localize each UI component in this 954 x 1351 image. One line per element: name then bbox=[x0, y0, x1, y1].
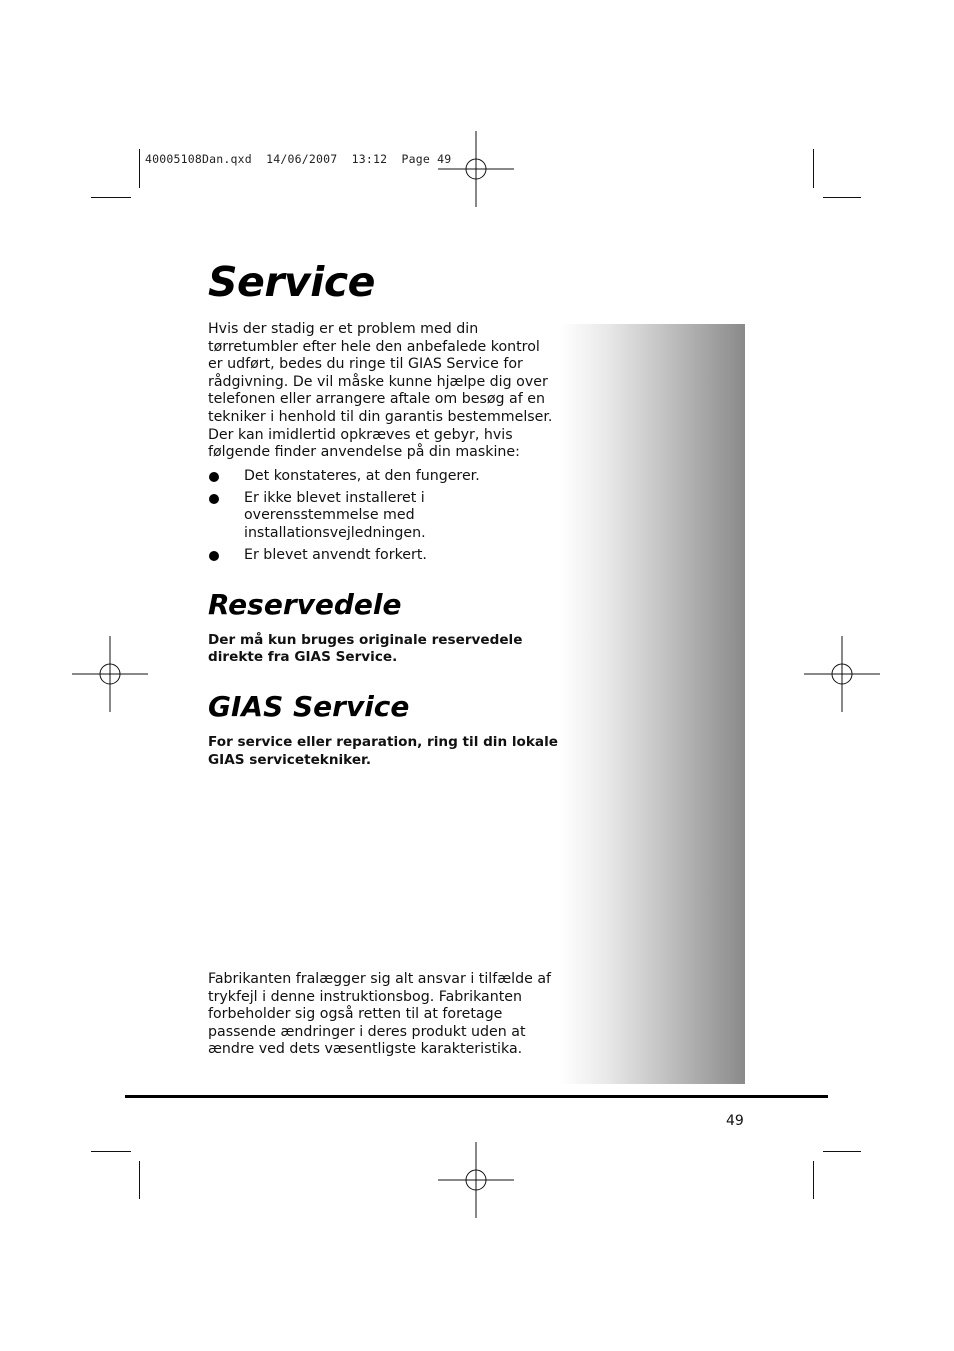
gias-service-text: For service eller reparation, ring til din lokale GIAS servicetekniker. bbox=[208, 733, 558, 768]
crop-mark bbox=[813, 149, 814, 188]
list-item-text: Er ikke blevet installeret i overensstemmelse med installationsvejledningen. bbox=[244, 489, 426, 542]
registration-mark-icon bbox=[804, 636, 880, 712]
list-item-text: Det konstateres, at den fungerer. bbox=[244, 467, 480, 484]
registration-mark-icon bbox=[438, 131, 514, 207]
registration-mark-icon bbox=[72, 636, 148, 712]
bullet-icon bbox=[209, 494, 219, 504]
crop-mark bbox=[91, 1151, 131, 1152]
crop-mark bbox=[823, 1151, 861, 1152]
intro-paragraph: Hvis der stadig er et problem med din tørretumbler efter hele den anbefalede kontrol er udført, bedes du ringe til GIAS Service for rådgivning. De vil måske kunne hjælpe dig over telefonen eller arrangere aftale om besøg af en tekniker i henhold til din garantis bestemmelser. Der kan imidlertid opkræves et gebyr, hvis følgende finder anvendelse på din maskine: bbox=[208, 321, 553, 461]
crop-mark bbox=[813, 1161, 814, 1199]
page-title: Service bbox=[208, 258, 375, 306]
print-slug: 40005108Dan.qxd 14/06/2007 13:12 Page 49 bbox=[145, 152, 452, 166]
reservedele-text: Der må kun bruges originale reservedele direkte fra GIAS Service. bbox=[208, 631, 523, 666]
gias-service-heading: GIAS Service bbox=[208, 689, 410, 723]
footer-rule bbox=[125, 1095, 828, 1098]
main-content bbox=[208, 256, 558, 769]
crop-mark bbox=[139, 149, 140, 188]
registration-mark-icon bbox=[438, 1142, 514, 1218]
crop-mark bbox=[139, 1161, 140, 1199]
list-item bbox=[208, 547, 558, 565]
crop-mark bbox=[823, 197, 861, 198]
disclaimer-paragraph: Fabrikanten fralægger sig alt ansvar i tilfælde af trykfejl i denne instruktionsbog. Fabrikanten forbeholder sig også retten til at foretage passende ændringer i deres produkt uden at ændre ved dets væsentligste karakteristika. bbox=[208, 971, 552, 1058]
bullet-icon bbox=[209, 472, 219, 482]
reservedele-heading: Reservedele bbox=[208, 587, 402, 621]
page-number: 49 bbox=[726, 1113, 744, 1129]
list-item-text: Er blevet anvendt forkert. bbox=[244, 547, 427, 564]
condition-list bbox=[208, 468, 558, 565]
bullet-icon bbox=[209, 551, 219, 561]
crop-mark bbox=[91, 197, 131, 198]
list-item bbox=[208, 490, 558, 543]
list-item bbox=[208, 468, 558, 486]
gradient-sidebar bbox=[560, 324, 745, 1084]
